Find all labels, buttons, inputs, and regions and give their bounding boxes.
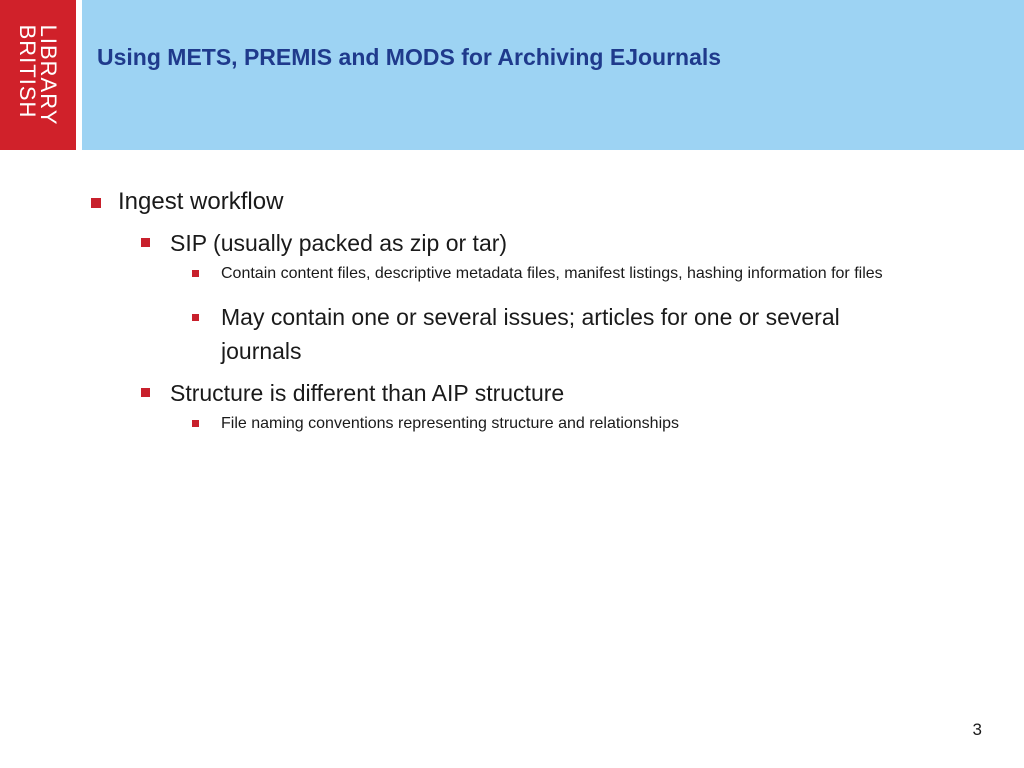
- bullet-sip-issues: May contain one or several issues; articles for one or several journals: [190, 300, 921, 368]
- british-library-logo: [0, 0, 76, 150]
- bullet-structure: Structure is different than AIP structure: [140, 377, 948, 409]
- logo-line-library: LIBRARY: [36, 24, 61, 126]
- bullet-list: [88, 186, 948, 436]
- logo-line-british: BRITISH: [15, 24, 40, 119]
- bullet-ingest-workflow: Ingest workflow: [88, 186, 948, 218]
- slide-title: Using METS, PREMIS and MODS for Archiving EJournals: [97, 44, 722, 70]
- header-band: [82, 0, 1024, 150]
- logo-text: [17, 25, 59, 126]
- page-number: 3: [972, 720, 982, 739]
- bullet-sip-contents: Contain content files, descriptive metadata files, manifest listings, hashing information for files: [190, 262, 911, 286]
- bullet-sip: SIP (usually packed as zip or tar): [140, 227, 948, 259]
- bullet-file-naming: File naming conventions representing structure and relationships: [190, 412, 911, 436]
